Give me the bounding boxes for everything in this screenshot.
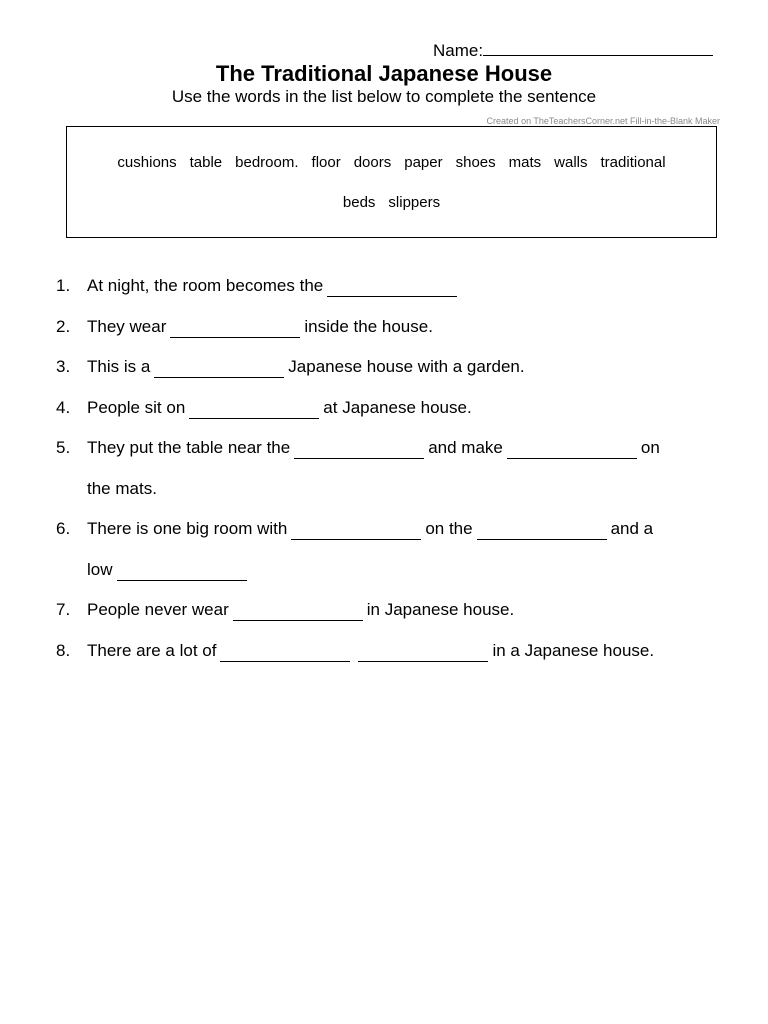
word-bank-item: traditional [600,154,666,171]
question-list [56,266,716,671]
word-bank-item: shoes [455,154,496,171]
question-text [87,347,716,388]
question-text-part: They wear [87,316,167,336]
answer-blank[interactable] [477,521,607,540]
name-blank[interactable] [483,38,713,56]
answer-blank[interactable] [291,521,421,540]
answer-blank[interactable] [358,643,488,662]
word-bank-item: doors [353,154,392,171]
word-bank-item: beds [342,194,376,211]
question-text-part: and make [428,438,503,457]
question-text [87,428,716,509]
question-text [87,266,716,307]
question-number: 6. [56,519,71,538]
question-text-part: This is a [87,357,151,376]
word-bank-item: slippers [388,194,441,211]
instructions: Use the words in the list below to complete the sentence [171,87,597,106]
question-text-part: on [640,438,660,457]
question-number: 7. [56,600,71,619]
word-bank-item: cushions [117,154,177,171]
question-text [87,509,716,590]
question-number: 5. [56,438,71,457]
word-bank-row-2 [67,193,716,213]
question-text [87,388,716,429]
answer-blank[interactable] [294,440,424,459]
word-bank-item: mats [508,154,542,171]
question-text-part: in a Japanese house. [492,640,655,660]
answer-blank[interactable] [189,400,319,419]
word-bank-item: floor [311,154,341,171]
question-8 [56,631,716,672]
question-text-part: in Japanese house. [366,600,515,619]
question-text-part: People sit on [87,397,186,417]
question-text-part: At night, the room becomes the [87,276,324,295]
question-text-part: There are a lot of [87,640,217,660]
question-2 [56,307,716,348]
question-text [87,307,716,348]
question-6 [56,509,716,590]
question-number: 8. [56,640,71,660]
credit-text: Created on TheTeachersCorner.net Fill-in-the-Blank Maker [486,116,720,126]
name-label: Name: [433,41,484,60]
question-text-part: low [87,559,113,579]
word-bank-row-1 [67,153,716,173]
word-bank-item: walls [554,154,588,171]
question-text-part: They put the table near the [87,438,291,457]
question-5 [56,428,716,509]
word-bank-item: bedroom. [235,154,299,171]
answer-blank[interactable] [233,602,363,621]
question-number: 1. [56,276,71,295]
question-text-part: People never wear [87,600,229,619]
answer-blank[interactable] [327,278,457,297]
question-text-part: the mats. [87,478,157,498]
question-text-part: at Japanese house. [323,397,472,417]
question-text-part: inside the house. [304,316,433,336]
word-bank-item: table [189,154,223,171]
question-number: 3. [56,357,71,376]
word-bank-item: paper [404,154,443,171]
question-text-part: on the [425,519,473,538]
question-number: 4. [56,397,71,417]
answer-blank[interactable] [117,562,247,581]
question-text-part: and a [610,519,654,538]
question-text [87,590,716,631]
answer-blank[interactable] [220,643,350,662]
question-number: 2. [56,316,71,336]
page-title: The Traditional Japanese House [215,61,553,86]
question-1 [56,266,716,307]
answer-blank[interactable] [170,319,300,338]
question-3 [56,347,716,388]
answer-blank[interactable] [507,440,637,459]
word-bank [66,126,717,238]
question-4 [56,388,716,429]
answer-blank[interactable] [154,359,284,378]
question-7 [56,590,716,631]
question-text [87,631,716,672]
question-text-part: There is one big room with [87,519,288,538]
question-text-part: Japanese house with a garden. [288,357,525,376]
